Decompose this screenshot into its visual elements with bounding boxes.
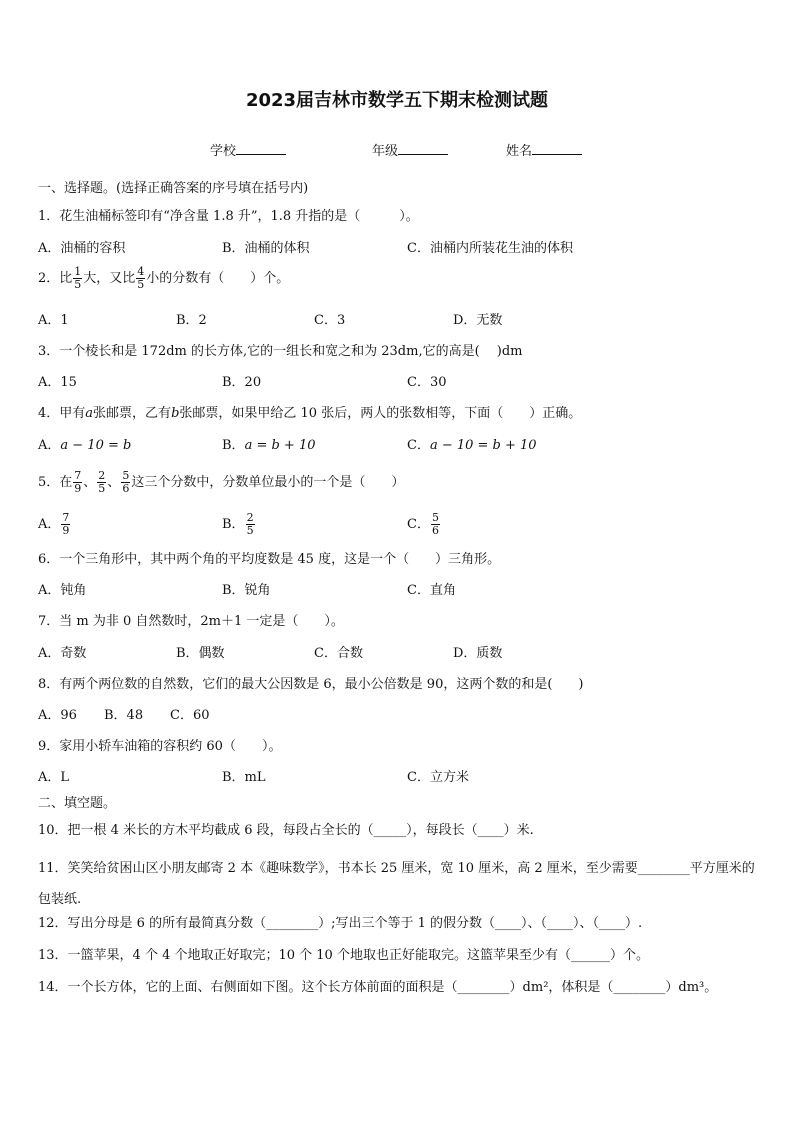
q1-option-b: B．油桶的体积	[222, 241, 310, 256]
q4-option-b	[222, 437, 316, 455]
q5-option-b-fraction	[246, 512, 255, 537]
name-blank	[532, 141, 582, 155]
q4-option-a	[38, 437, 131, 455]
q2-fraction-2	[136, 266, 145, 291]
q9-option-b: B．mL	[222, 770, 266, 785]
question-9: 9．家用小轿车油箱的容积约 60（ ）。	[38, 739, 282, 754]
name-field	[506, 140, 582, 159]
q5-option-b-denominator: 5	[246, 524, 254, 537]
q5-fraction-2	[97, 470, 106, 495]
question-2	[38, 266, 289, 291]
q5-option-a-numerator: 7	[62, 511, 70, 524]
q7-option-c: C．合数	[314, 646, 363, 661]
q4-variable-a: a	[85, 406, 94, 421]
q5-fraction-2-numerator: 2	[98, 469, 106, 482]
q4-text-3: 张邮票，如果甲给乙 10 张后，两人的张数相等，下面（ ）正确。	[179, 406, 582, 421]
exam-title: 2023届吉林市数学五下期末检测试题	[245, 90, 549, 111]
q7-option-a: A．奇数	[38, 646, 87, 661]
q5-text-1: 5．在	[38, 475, 73, 490]
question-14: 14．一个长方体，它的上面、右侧面如下图。这个长方体前面的面积是（________）dm²，体积是（________）dm³。	[38, 980, 718, 995]
q1-option-c: C．油桶内所装花生油的体积	[407, 241, 573, 256]
q5-fraction-1-denominator: 9	[74, 482, 82, 495]
q2-text-1: 2．比	[38, 271, 73, 286]
q8-option-c: C．60	[170, 708, 210, 723]
name-label: 姓名	[506, 144, 533, 159]
q8-option-a: A．96	[38, 708, 77, 723]
q4-option-a-label: A．	[38, 438, 61, 453]
q4-option-c-label: C．	[407, 438, 430, 453]
school-label: 学校	[210, 144, 237, 159]
q5-fraction-1-numerator: 7	[74, 469, 82, 482]
question-7: 7．当 m 为非 0 自然数时，2m＋1 一定是（ ）。	[38, 614, 344, 629]
q4-text-1: 4．甲有	[38, 406, 86, 421]
q5-option-c-numerator: 5	[431, 511, 439, 524]
q5-option-c-label: C．	[407, 517, 430, 532]
q5-option-a-fraction	[61, 512, 70, 537]
q5-fraction-3-denominator: 6	[122, 482, 130, 495]
q2-fraction-1	[73, 266, 82, 291]
q2-option-a: A．1	[38, 313, 69, 328]
q4-text-2: 张邮票，乙有	[93, 406, 172, 421]
q2-text-3: 小的分数有（ ）个。	[146, 271, 290, 286]
question-8: 8．有两个两位数的自然数，它们的最大公因数是 6，最小公倍数是 90，这两个数的和是( )	[38, 677, 584, 692]
question-12: 12．写出分母是 6 的所有最简真分数（________）;写出三个等于 1 的假分数（____）、（____）、（____）.	[38, 916, 643, 931]
q5-option-b-numerator: 2	[246, 511, 254, 524]
q2-fraction-2-denominator: 5	[137, 278, 145, 291]
q4-option-c	[407, 437, 537, 455]
q5-option-c-denominator: 6	[431, 524, 439, 537]
q5-fraction-2-denominator: 5	[98, 482, 106, 495]
school-blank	[236, 141, 286, 155]
q4-option-c-expr: a − 10 = b + 10	[429, 438, 537, 453]
q4-option-b-expr: a = b + 10	[244, 438, 316, 453]
q4-variable-b: b	[171, 406, 180, 421]
q5-option-b-label: B．	[222, 517, 245, 532]
q5-fraction-3	[121, 470, 130, 495]
q5-text-2: 这三个分数中，分数单位最小的一个是（ ）	[131, 475, 405, 490]
question-13: 13．一篮苹果，4 个 4 个地取正好取完；10 个 10 个地取也正好能取完。这篮苹果至少有（______）个。	[38, 948, 649, 963]
question-4	[38, 405, 581, 423]
question-6: 6．一个三角形中，其中两个角的平均度数是 45 度，这是一个（ ）三角形。	[38, 552, 501, 567]
school-field	[210, 140, 286, 159]
q5-fraction-3-numerator: 5	[122, 469, 130, 482]
q2-fraction-2-numerator: 4	[137, 265, 145, 278]
q5-option-b	[222, 512, 256, 537]
q2-fraction-1-denominator: 5	[74, 278, 82, 291]
q6-option-b: B．锐角	[222, 583, 271, 598]
q2-option-b: B．2	[176, 313, 207, 328]
grade-field	[372, 140, 448, 159]
q2-text-2: 大，又比	[83, 271, 136, 286]
question-3: 3．一个棱长和是 172dm 的长方体,它的一组长和宽之和为 23dm,它的高是( )dm	[38, 344, 523, 359]
q3-option-b: B．20	[222, 375, 262, 390]
q6-option-c: C．直角	[407, 583, 456, 598]
grade-label: 年级	[372, 144, 399, 159]
q8-option-b: B．48	[104, 708, 144, 723]
q5-option-c-fraction	[431, 512, 440, 537]
section-fill-heading: 二、填空题。	[38, 796, 117, 811]
q4-option-b-label: B．	[222, 438, 245, 453]
question-1: 1．花生油桶标签印有“净含量 1.8 升”，1.8 升指的是（ ）。	[38, 209, 419, 224]
q2-fraction-1-numerator: 1	[74, 265, 82, 278]
question-11: 11．笑笑给贫困山区小朋友邮寄 2 本《趣味数学》，书本长 25 厘米，宽 10 厘米，高 2 厘米，至少需要________平方厘米的包装纸.	[38, 861, 755, 907]
q3-option-c: C．30	[407, 375, 447, 390]
q5-option-a-denominator: 9	[62, 524, 70, 537]
q6-option-a: A．钝角	[38, 583, 87, 598]
grade-blank	[398, 141, 448, 155]
q5-option-a-label: A．	[38, 517, 61, 532]
question-10: 10．把一根 4 米长的方木平均截成 6 段，每段占全长的（_____），每段长（____）米.	[38, 823, 534, 838]
q9-option-a: A．L	[38, 770, 70, 785]
q3-option-a: A．15	[38, 375, 77, 390]
q2-option-c: C．3	[314, 313, 346, 328]
q7-option-b: B．偶数	[176, 646, 225, 661]
q7-option-d: D．质数	[453, 646, 503, 661]
q2-option-d: D．无数	[453, 313, 503, 328]
q5-fraction-1	[73, 470, 82, 495]
question-5	[38, 470, 404, 495]
section-choice-heading: 一、选择题。(选择正确答案的序号填在括号内)	[38, 181, 309, 196]
q1-option-a: A．油桶的容积	[38, 241, 126, 256]
q5-option-a	[38, 512, 71, 537]
q5-separator-1: 、	[83, 475, 97, 490]
q5-option-c	[407, 512, 441, 537]
q9-option-c: C．立方米	[407, 770, 469, 785]
q4-option-a-expr: a − 10 = b	[60, 438, 132, 453]
q5-separator-2: 、	[107, 475, 121, 490]
